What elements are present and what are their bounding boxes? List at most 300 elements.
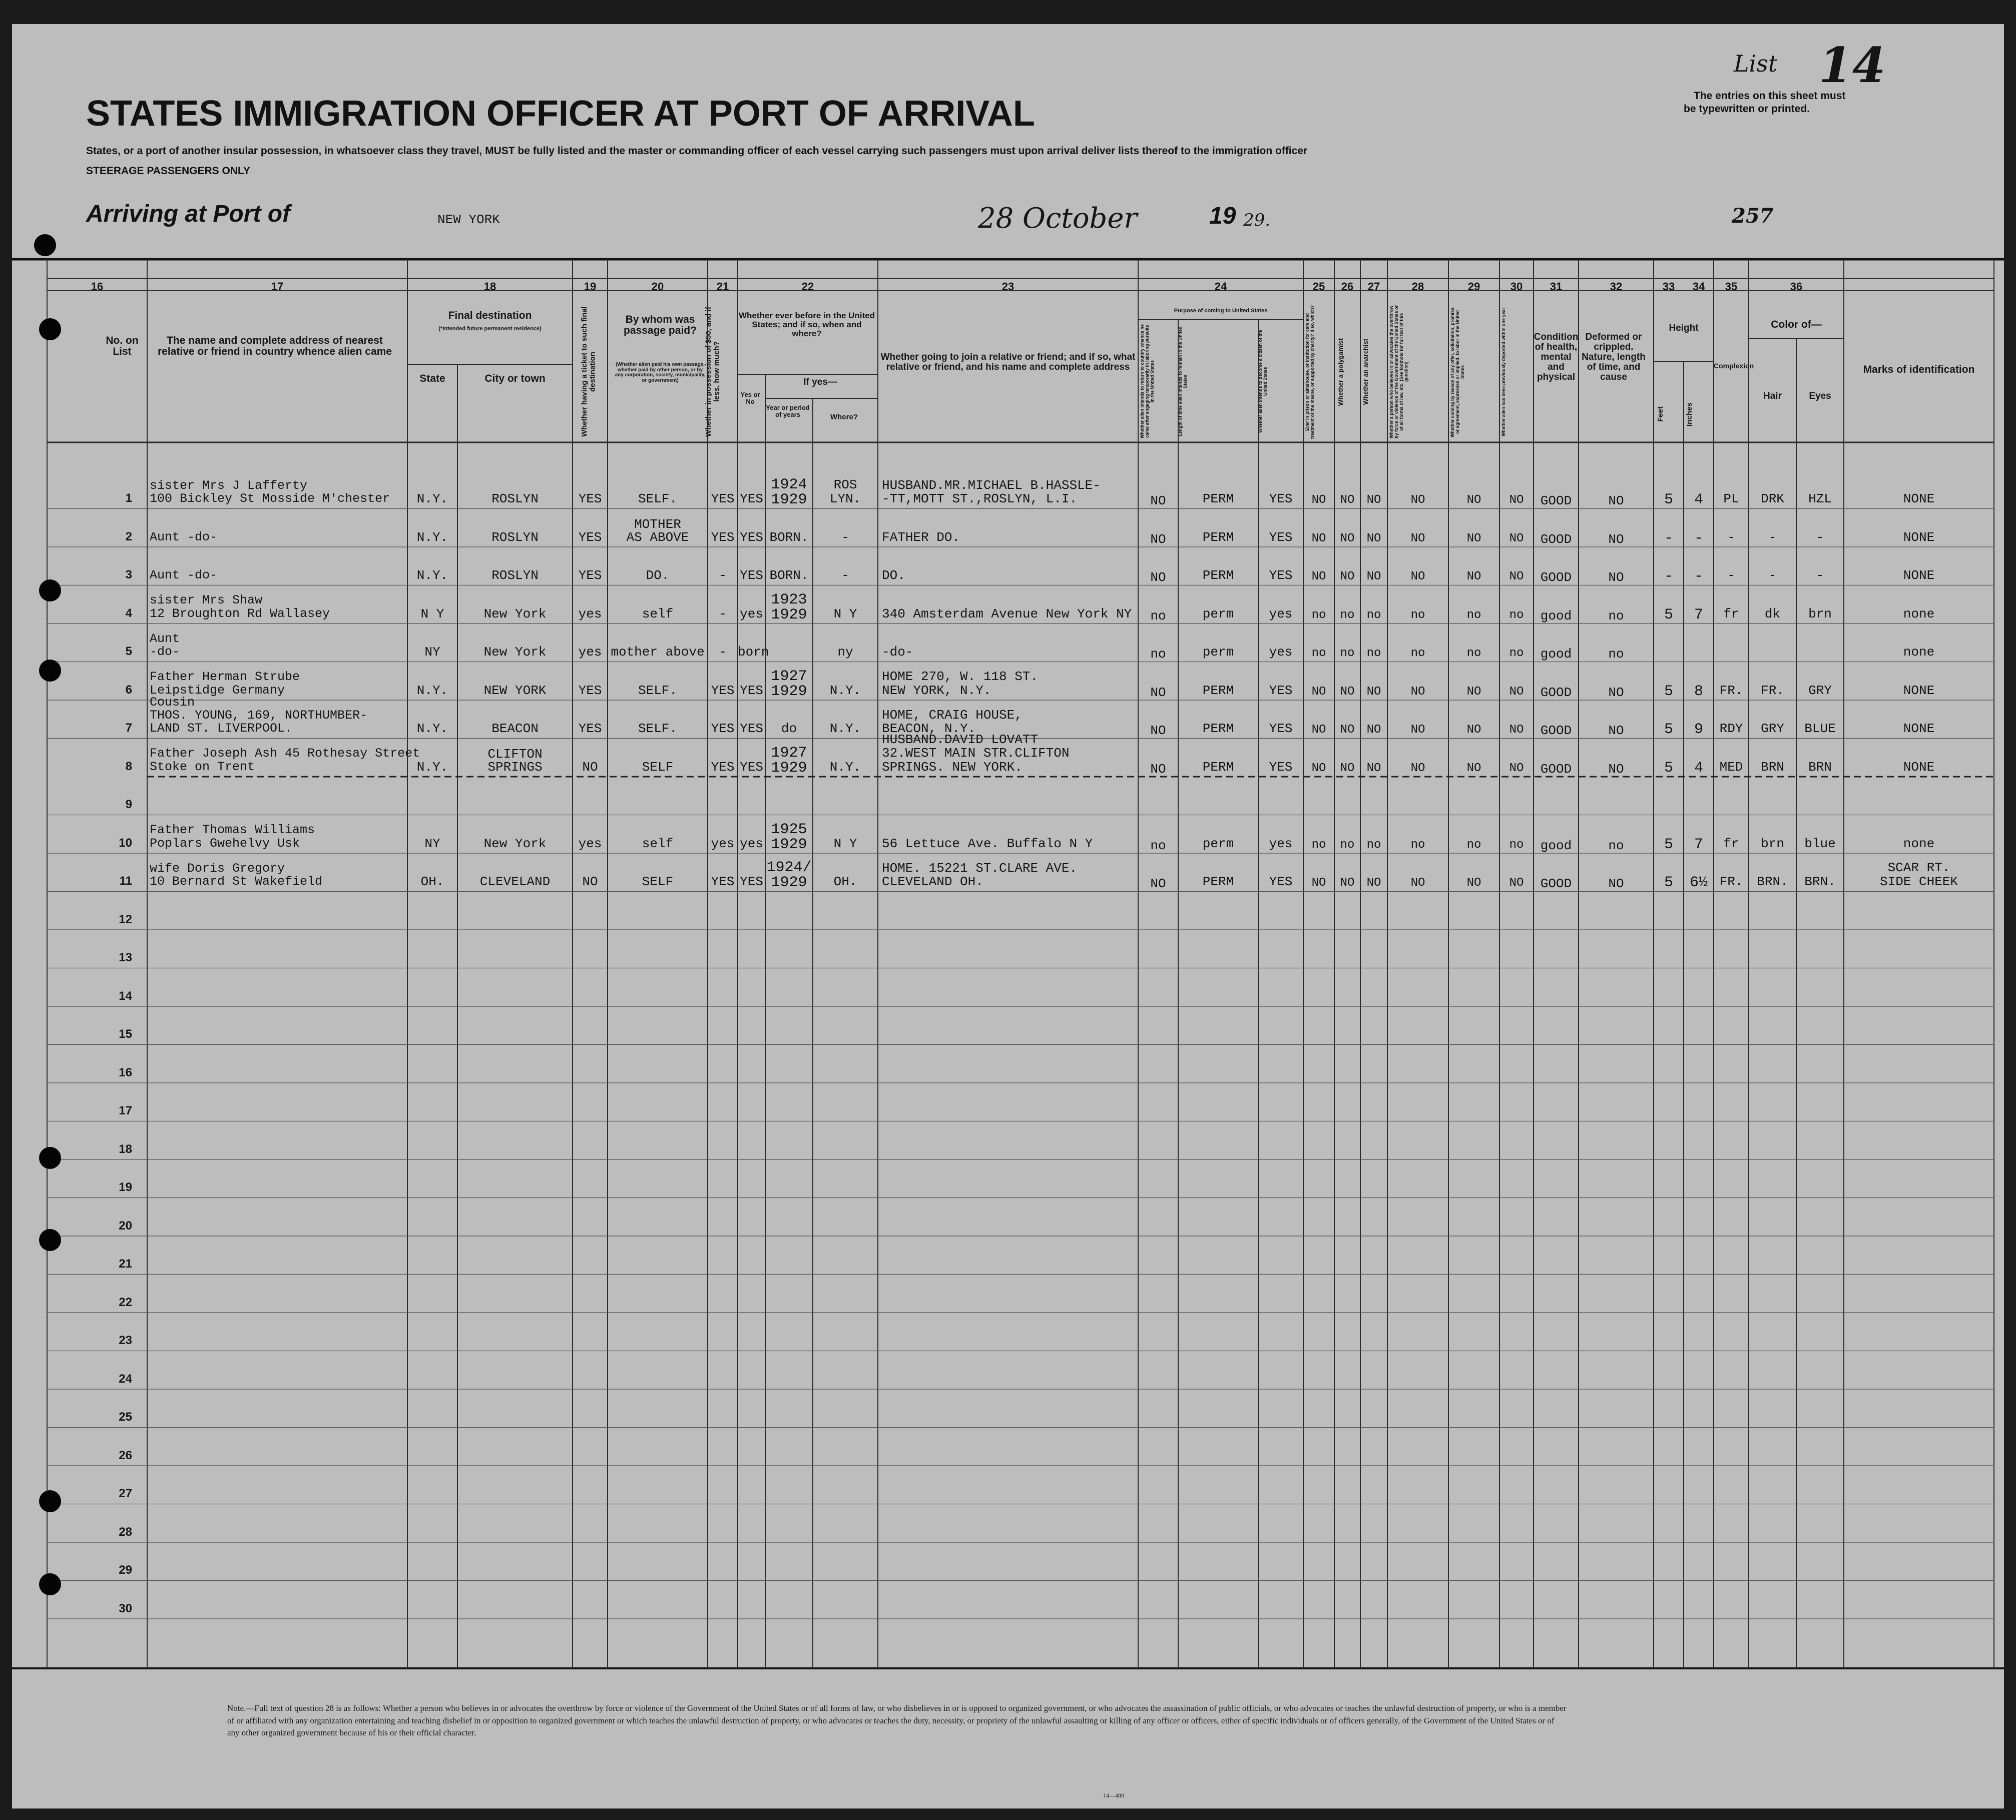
contract-labor: NO	[1466, 570, 1481, 583]
overthrow-advocate: NO	[1410, 493, 1425, 507]
purpose-return: NO	[1150, 570, 1166, 585]
health-condition: GOOD	[1540, 570, 1572, 585]
fifty-dollars: -	[719, 645, 727, 660]
health-condition: good	[1540, 838, 1572, 853]
column-number: 16	[91, 280, 104, 293]
binder-hole-6	[39, 1229, 61, 1251]
previously-deported: NO	[1509, 761, 1524, 775]
header-deformed: Deformed or crippled. Nature, length of time, and cause	[1582, 332, 1646, 382]
destination-city: New York	[483, 836, 547, 851]
purpose-citizenship: YES	[1269, 721, 1293, 736]
row-number: 16	[119, 1065, 132, 1079]
row-number: 9	[125, 798, 132, 811]
complexion: RDY	[1719, 721, 1743, 736]
complexion: PL	[1723, 491, 1739, 506]
relative-address: THOS. YOUNG, 169, NORTHUMBER-	[150, 708, 368, 723]
header-ticket: Whether having a ticket to such final destination	[580, 306, 597, 437]
joining-relative: HOME. 15221 ST.CLARE AVE.	[882, 860, 1078, 876]
relative-address: sister Mrs J Lafferty	[150, 478, 308, 493]
polygamist: no	[1340, 838, 1355, 852]
joining-relative: HUSBAND.DAVID LOVATT	[882, 732, 1039, 747]
height-inches: 7	[1694, 836, 1703, 853]
complexion: MED	[1719, 759, 1743, 775]
passage-paid-by: SELF.	[638, 683, 677, 698]
hair-color: FR.	[1761, 683, 1784, 698]
previous-us-location: ny	[837, 645, 853, 660]
height-inches: 4	[1694, 759, 1703, 777]
previous-us-location: N.Y.	[829, 683, 861, 698]
eye-color: -	[1816, 529, 1824, 545]
passage-paid-by: MOTHER	[634, 516, 681, 532]
anarchist: no	[1366, 838, 1381, 852]
binder-hole-8	[39, 1573, 61, 1595]
column-number: 23	[1001, 280, 1015, 293]
hair-color: brn	[1761, 836, 1784, 851]
relative-address: -do-	[150, 645, 180, 659]
passage-paid-by: AS ABOVE	[626, 529, 689, 545]
passage-paid-by: SELF	[642, 759, 674, 775]
row-number: 1	[125, 491, 132, 505]
column-number: 32	[1610, 280, 1623, 293]
identification-marks: NONE	[1903, 529, 1935, 545]
row-number: 4	[125, 606, 132, 620]
fifty-dollars: YES	[711, 721, 735, 736]
destination-state: N.Y.	[416, 683, 448, 698]
purpose-citizenship: yes	[1269, 606, 1293, 622]
eye-color: blue	[1804, 836, 1836, 851]
complexion: FR.	[1719, 683, 1743, 698]
purpose-citizenship: YES	[1269, 568, 1293, 583]
years-in-us: 1924/	[766, 859, 812, 876]
row-number: 18	[119, 1142, 132, 1156]
column-number: 24	[1214, 280, 1227, 293]
row-number: 21	[119, 1257, 132, 1271]
manifest-sheet	[12, 24, 2004, 1808]
deformed-crippled: NO	[1608, 493, 1624, 508]
column-number: 29	[1467, 280, 1480, 293]
years-in-us: 1929	[771, 683, 807, 700]
previously-in-us: YES	[740, 721, 763, 736]
header-deported: Whether alien has been previously deported within one year	[1501, 307, 1506, 436]
anarchist: NO	[1366, 876, 1381, 890]
polygamist: NO	[1340, 570, 1355, 583]
row-number: 30	[119, 1601, 132, 1615]
header-marks: Marks of identification	[1863, 364, 1975, 375]
polygamist: no	[1340, 608, 1355, 622]
anarchist: no	[1366, 608, 1381, 622]
purpose-return: NO	[1150, 493, 1166, 508]
column-number: 28	[1411, 280, 1424, 293]
anarchist: NO	[1366, 761, 1381, 775]
header-color-of: Color of—	[1771, 319, 1822, 330]
hair-color: dk	[1764, 606, 1781, 622]
years-in-us: 1924	[771, 476, 807, 493]
height-feet: -	[1664, 568, 1673, 585]
previously-in-us: yes	[740, 606, 763, 622]
column-number: 30	[1510, 280, 1523, 293]
joining-relative: -do-	[882, 645, 913, 660]
ticket-to-destination: YES	[578, 491, 602, 506]
years-in-us: BORN.	[769, 568, 809, 583]
header-purpose-c: Whether alien intends to become a citizen of the United States	[1258, 329, 1268, 433]
destination-city: BEACON	[491, 721, 539, 736]
destination-city: ROSLYN	[491, 568, 539, 583]
deformed-crippled: no	[1608, 608, 1624, 624]
destination-state: N.Y.	[416, 529, 448, 545]
prison-almshouse: no	[1311, 647, 1326, 660]
destination-state: N.Y.	[416, 759, 448, 775]
column-number: 18	[483, 280, 496, 293]
previous-us-location: OH.	[833, 874, 857, 889]
identification-marks: none	[1903, 836, 1935, 851]
polygamist: NO	[1340, 876, 1355, 890]
overthrow-advocate: NO	[1410, 531, 1425, 545]
previously-in-us: YES	[740, 759, 763, 775]
column-number: 33	[1662, 280, 1675, 293]
page-subtitle: States, or a port of another insular possession, in whatsoever class they travel, MUST be fully listed and the master or commanding officer of each vessel carrying such passengers must upon arrival deliver lists thereof to the immigration officer	[86, 145, 1308, 157]
complexion: fr	[1723, 606, 1739, 622]
ticket-to-destination: yes	[578, 645, 602, 660]
fifty-dollars: YES	[711, 529, 735, 545]
footnote: Note.—Full text of question 28 is as follows: Whether a person who believes in or advocates the overthrow by force or violence of the Government of the United States or of all forms of law, or who disbelieves in or is opposed to organized government, or who advocates the assassination of public officials, or who advocates or teaches the unlawful destruction of property, or who is a member of or affiliated with any organization entertaining and teaching disbelief in or opposition to organized government or which teaches the unlawful destruction of property, or who advocates or teaches the duty, necessity, or propriety of the unlawful assaulting or killing of any officer or officers, either of specific individuals or of officers generally, of the Government of the United States or of any other organized government because of his or their official character.	[227, 1703, 1567, 1738]
header-complexion: Complexion	[1714, 362, 1754, 370]
hair-color: BRN	[1761, 759, 1784, 775]
class-label: STEERAGE PASSENGERS ONLY	[86, 165, 250, 177]
deformed-crippled: NO	[1608, 531, 1624, 547]
destination-city: New York	[483, 645, 547, 660]
header-paid-by: By whom was passage paid?	[624, 314, 697, 337]
prison-almshouse: NO	[1311, 531, 1326, 545]
header-purpose-b: Length of time alien intends to remain in the United States	[1178, 326, 1188, 436]
relative-address: Stoke on Trent	[150, 759, 255, 774]
destination-state: N Y	[420, 606, 444, 622]
joining-relative: HUSBAND.MR.MICHAEL B.HASSLE-	[882, 477, 1101, 493]
identification-marks: SCAR RT.	[1887, 860, 1950, 875]
header-relative: The name and complete address of nearest relative or friend in country whence alien came	[158, 335, 392, 358]
height-inches: -	[1694, 529, 1703, 547]
header-eyes: Eyes	[1809, 391, 1831, 401]
column-number: 35	[1725, 280, 1738, 293]
deformed-crippled: NO	[1608, 723, 1624, 738]
destination-state: N.Y.	[416, 721, 448, 736]
relative-address: Father Joseph Ash 45 Rothesay Street	[150, 746, 420, 761]
row-number: 24	[119, 1372, 132, 1386]
header-yes-no: Yes or No	[740, 391, 760, 405]
previous-us-location: LYN.	[829, 491, 861, 506]
years-in-us: 1927	[771, 668, 807, 685]
anarchist: NO	[1366, 723, 1381, 737]
ticket-to-destination: YES	[578, 568, 602, 583]
header-paid-by-note: (Whether alien paid his own passage, whether paid by other person, or by any corporation, society, municipality, or government)	[615, 362, 706, 383]
previous-us-location: -	[841, 568, 849, 583]
arrival-port: NEW YORK	[437, 212, 500, 227]
column-number: 22	[801, 280, 814, 293]
row-number: 26	[119, 1448, 132, 1462]
contract-labor: no	[1466, 838, 1481, 852]
previously-deported: no	[1509, 838, 1524, 852]
header-state: State	[419, 373, 445, 384]
relative-address: LAND ST. LIVERPOOL.	[150, 721, 293, 736]
previous-us-location: N Y	[833, 606, 857, 622]
column-number: 17	[271, 280, 284, 293]
row-number: 22	[119, 1295, 132, 1309]
purpose-length-of-stay: PERM	[1202, 491, 1234, 506]
overthrow-advocate: NO	[1410, 570, 1425, 583]
destination-city: CLIFTON	[487, 746, 543, 762]
header-inches: Inches	[1685, 402, 1694, 426]
header-hair: Hair	[1763, 391, 1782, 401]
form-number: 14—480	[1103, 1792, 1124, 1799]
row-number: 2	[125, 529, 132, 543]
joining-relative: 56 Lettuce Ave. Buffalo N Y	[882, 836, 1093, 851]
joining-relative: 32.WEST MAIN STR.CLIFTON	[882, 746, 1070, 761]
height-feet: 5	[1664, 759, 1673, 777]
previously-in-us: YES	[740, 529, 763, 545]
joining-relative: NEW YORK, N.Y.	[882, 683, 991, 698]
row-number: 15	[119, 1027, 132, 1041]
purpose-length-of-stay: PERM	[1202, 874, 1234, 889]
page-title: STATES IMMIGRATION OFFICER AT PORT OF ARRIVAL	[86, 94, 1035, 134]
purpose-length-of-stay: PERM	[1202, 529, 1234, 545]
destination-city: ROSLYN	[491, 491, 539, 506]
overthrow-advocate: no	[1410, 647, 1425, 660]
contract-labor: no	[1466, 647, 1481, 660]
passage-paid-by: self	[642, 606, 674, 622]
height-inches: 4	[1694, 491, 1703, 508]
polygamist: NO	[1340, 493, 1355, 507]
header-fifty-dollars: Whether in possession of $50, and if less, how much?	[704, 306, 721, 437]
header-health: Condition of health, mental and physical	[1534, 332, 1579, 382]
purpose-citizenship: YES	[1269, 491, 1293, 506]
years-in-us: 1929	[771, 836, 807, 853]
polygamist: NO	[1340, 761, 1355, 775]
height-feet: 5	[1664, 606, 1673, 624]
header-height: Height	[1669, 323, 1699, 333]
height-inches: 9	[1694, 721, 1703, 738]
hair-color: DRK	[1761, 491, 1784, 506]
relative-address: Father Herman Strube	[150, 670, 300, 685]
joining-relative: HOME, CRAIG HOUSE,	[882, 707, 1023, 723]
anarchist: NO	[1366, 685, 1381, 699]
row-number: 10	[119, 836, 132, 850]
arrival-year-suffix: 29.	[1243, 210, 1271, 230]
eye-color: GRY	[1808, 683, 1832, 698]
purpose-return: NO	[1150, 685, 1166, 700]
joining-relative: SPRINGS. NEW YORK.	[882, 759, 1023, 775]
polygamist: NO	[1340, 723, 1355, 737]
relative-address: Aunt -do-	[150, 529, 218, 544]
prison-almshouse: NO	[1311, 493, 1326, 507]
column-number: 36	[1790, 280, 1803, 293]
identification-marks: NONE	[1903, 568, 1935, 583]
previous-us-location: N Y	[833, 836, 857, 851]
purpose-return: NO	[1150, 723, 1166, 738]
polygamist: NO	[1340, 685, 1355, 699]
passage-paid-by: DO.	[646, 568, 670, 583]
row-number: 11	[119, 874, 132, 888]
relative-address: 10 Bernard St Wakefield	[150, 874, 323, 889]
identification-marks: NONE	[1903, 759, 1935, 775]
list-number: 14	[1819, 37, 1886, 94]
row-number: 8	[125, 759, 132, 773]
header-prison: Ever in prison or almshouse, or institution for care and treatment of the insane, or supported by charity? If so, which?	[1305, 305, 1315, 439]
height-feet: 5	[1664, 683, 1673, 700]
previously-deported: NO	[1509, 685, 1524, 699]
contract-labor: no	[1466, 608, 1481, 622]
previously-in-us: yes	[740, 836, 763, 851]
height-inches: 7	[1694, 606, 1703, 624]
purpose-return: no	[1150, 608, 1166, 624]
passage-paid-by: SELF.	[638, 491, 677, 506]
row-number: 6	[125, 683, 132, 697]
previous-us-location: -	[841, 529, 849, 545]
purpose-return: no	[1150, 647, 1166, 662]
previously-in-us: YES	[740, 491, 763, 506]
row-number: 20	[119, 1219, 132, 1233]
destination-city: CLEVELAND	[479, 874, 551, 889]
ticket-to-destination: YES	[578, 529, 602, 545]
height-feet: 5	[1664, 874, 1673, 891]
eye-color: BRN.	[1804, 874, 1836, 889]
relative-address: Poplars Gwehelvy Usk	[150, 836, 300, 851]
destination-state: N.Y.	[416, 491, 448, 506]
header-purpose-a: Whether alien intends to return to country whence he came after engaging temporarily in laboring pursuits in the United States	[1140, 324, 1155, 439]
binder-hole-1	[34, 234, 56, 256]
overthrow-advocate: NO	[1410, 685, 1425, 699]
joining-relative: BEACON, N.Y.	[882, 721, 976, 736]
purpose-citizenship: YES	[1269, 529, 1293, 545]
anarchist: no	[1366, 647, 1381, 660]
row-number: 19	[119, 1180, 132, 1194]
relative-address: 12 Broughton Rd Wallasey	[150, 606, 330, 621]
relative-address: Leipstidge Germany	[150, 683, 285, 698]
purpose-citizenship: yes	[1269, 645, 1293, 660]
eye-color: -	[1816, 568, 1824, 583]
eye-color: BRN	[1808, 759, 1832, 775]
header-year-period: Year or period of years	[766, 404, 810, 418]
contract-labor: NO	[1466, 876, 1481, 890]
destination-state: OH.	[420, 874, 444, 889]
relative-address: wife Doris Gregory	[150, 861, 285, 876]
ticket-to-destination: yes	[578, 836, 602, 851]
previously-deported: NO	[1509, 570, 1524, 583]
fifty-dollars: YES	[711, 491, 735, 506]
ticket-to-destination: yes	[578, 606, 602, 622]
prison-almshouse: NO	[1311, 723, 1326, 737]
header-city: City or town	[484, 373, 546, 384]
previously-in-us: YES	[740, 683, 763, 698]
relative-address: Aunt -do-	[150, 568, 218, 582]
row-number: 3	[125, 568, 132, 581]
years-in-us: 1923	[771, 591, 807, 609]
typewritten-note-2: be typewritten or printed.	[1684, 103, 1810, 115]
height-feet: -	[1664, 529, 1673, 547]
purpose-length-of-stay: perm	[1202, 836, 1234, 851]
header-contract: Whether coming by reason of any offer, solicitation, promise, or agreement, expressed or implied, to labor in the United States	[1450, 306, 1465, 437]
deformed-crippled: NO	[1608, 761, 1624, 777]
overthrow-advocate: NO	[1410, 761, 1425, 775]
overthrow-advocate: no	[1410, 608, 1425, 622]
purpose-return: NO	[1150, 761, 1166, 777]
list-label: List	[1734, 50, 1778, 77]
column-number: 26	[1341, 280, 1354, 293]
relative-address: Aunt	[150, 631, 180, 646]
previously-deported: NO	[1509, 531, 1524, 545]
previous-us-location: N.Y.	[829, 759, 861, 775]
health-condition: good	[1540, 647, 1572, 662]
previously-deported: no	[1509, 608, 1524, 622]
passage-paid-by: SELF.	[638, 721, 677, 736]
joining-relative: CLEVELAND OH.	[882, 874, 983, 889]
identification-marks: NONE	[1903, 491, 1935, 506]
destination-city: NEW YORK	[483, 683, 547, 698]
contract-labor: NO	[1466, 761, 1481, 775]
destination-state: NY	[424, 836, 440, 851]
contract-labor: NO	[1466, 493, 1481, 507]
purpose-citizenship: YES	[1269, 683, 1293, 698]
column-number: 27	[1367, 280, 1380, 293]
eye-color: BLUE	[1804, 721, 1836, 736]
years-in-us: do	[781, 721, 797, 736]
relative-address: sister Mrs Shaw	[150, 593, 263, 608]
health-condition: good	[1540, 608, 1572, 624]
header-anarchist: Whether an anarchist	[1362, 338, 1369, 405]
previously-in-us: born	[738, 645, 769, 660]
joining-relative: HOME 270, W. 118 ST.	[882, 669, 1039, 685]
relative-address: Father Thomas Williams	[150, 823, 315, 838]
eye-color: HZL	[1808, 491, 1832, 506]
previously-in-us: YES	[740, 568, 763, 583]
joining-relative: DO.	[882, 568, 905, 583]
header-joining: Whether going to join a relative or friend; and if so, what relative or friend, and his name and complete address	[880, 352, 1136, 372]
anarchist: NO	[1366, 493, 1381, 507]
previous-us-location: N.Y.	[829, 721, 861, 736]
ticket-to-destination: YES	[578, 683, 602, 698]
header-overthrow: Whether a person who believes in or advocates the overthrow by force or violence of the Government of the United States or of all forms of law, etc. (See footnote for full text of this question)	[1389, 305, 1409, 439]
years-in-us: 1927	[771, 744, 807, 762]
prison-almshouse: NO	[1311, 761, 1326, 775]
deformed-crippled: NO	[1608, 685, 1624, 700]
complexion: -	[1727, 568, 1735, 583]
contract-labor: NO	[1466, 685, 1481, 699]
height-feet: 5	[1664, 721, 1673, 738]
purpose-citizenship: yes	[1269, 836, 1293, 851]
purpose-length-of-stay: perm	[1202, 645, 1234, 660]
ticket-to-destination: NO	[582, 874, 598, 889]
binder-hole-2	[39, 318, 61, 340]
purpose-return: NO	[1150, 531, 1166, 547]
prison-almshouse: NO	[1311, 570, 1326, 583]
previously-deported: NO	[1509, 493, 1524, 507]
column-number: 34	[1692, 280, 1705, 293]
purpose-citizenship: YES	[1269, 759, 1293, 775]
height-inches: -	[1694, 568, 1703, 585]
header-final-destination: Final destination	[448, 310, 532, 321]
arrival-label: Arriving at Port of	[86, 201, 291, 227]
purpose-length-of-stay: PERM	[1202, 721, 1234, 736]
row-number: 23	[119, 1334, 132, 1347]
row-number: 7	[125, 721, 132, 735]
purpose-return: NO	[1150, 876, 1166, 891]
header-polygamist: Whether a polygamist	[1337, 338, 1344, 406]
contract-labor: NO	[1466, 723, 1481, 737]
height-inches: 8	[1694, 683, 1703, 700]
header-purpose: Purpose of coming to United States	[1174, 308, 1268, 314]
purpose-citizenship: YES	[1269, 874, 1293, 889]
complexion: fr	[1723, 836, 1739, 851]
joining-relative: FATHER DO.	[882, 529, 960, 545]
binder-hole-7	[39, 1490, 61, 1512]
